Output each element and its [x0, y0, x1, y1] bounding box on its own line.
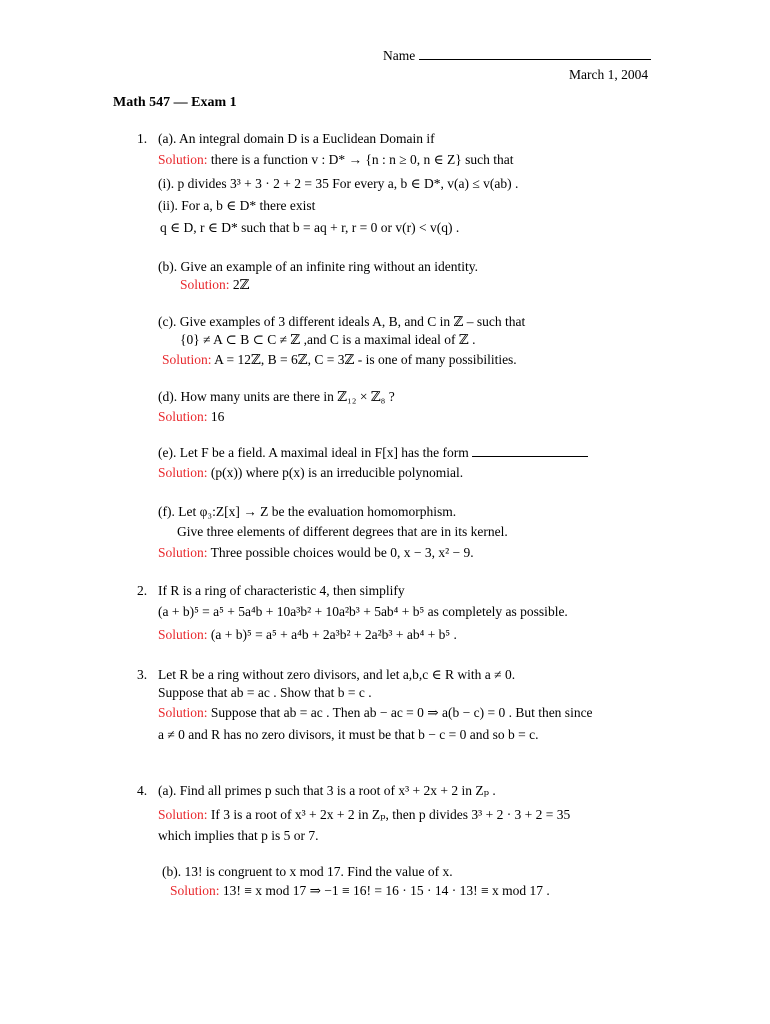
solution-label: Solution: — [158, 627, 208, 642]
q1b-solution — [180, 276, 250, 293]
q1d-solution — [158, 408, 224, 425]
q3-solution-cont: a ≠ 0 and R has no zero divisors, it must be that b − c = 0 and so b = c. — [158, 727, 539, 742]
q1a-solution-text: there is a function v : D* → {n : n ≥ 0, n ∈ Z} such that — [210, 152, 514, 167]
q3-solution-text: Suppose that ab = ac . Then ab − ac = 0 ⇒ a(b − c) = 0 . But then since — [210, 705, 593, 720]
q1a-prompt: (a). An integral domain D is a Euclidean Domain if — [158, 131, 435, 146]
q4a-solution — [158, 806, 570, 823]
q4a-solution-text: If 3 is a root of x³ + 2x + 2 in Zₚ, then p divides 3³ + 2 · 3 + 2 = 35 — [210, 807, 571, 822]
q1e-prompt — [158, 444, 588, 461]
q1f-prompt-cont: Give three elements of different degrees that are in its kernel. — [177, 524, 508, 539]
solution-label: Solution: — [158, 152, 208, 167]
q4a-prompt: (a). Find all primes p such that 3 is a root of x³ + 2x + 2 in Zₚ . — [158, 783, 496, 798]
q1e-prompt-text: (e). Let F be a field. A maximal ideal in F[x] has the form — [158, 445, 469, 460]
q1a-condition-ii: (ii). For a, b ∈ D* there exist — [158, 198, 316, 213]
q4b-solution — [170, 882, 550, 899]
q1e-solution — [158, 464, 463, 481]
q1f-solution-text: Three possible choices would be 0, x − 3, x² − 9. — [210, 545, 474, 560]
q2-number: 2. — [137, 583, 148, 598]
q2-expression: (a + b)⁵ = a⁵ + 5a⁴b + 10a³b² + 10a²b³ + 5ab⁴ + b⁵ as completely as possible. — [158, 604, 568, 619]
q4b-prompt: (b). 13! is congruent to x mod 17. Find the value of x. — [162, 864, 453, 879]
solution-label: Solution: — [158, 409, 208, 424]
q1a-condition-ii-cont: q ∈ D, r ∈ D* such that b = aq + r, r = 0 or v(r) < v(q) . — [160, 220, 460, 235]
q1-number: 1. — [137, 131, 148, 146]
name-field — [383, 47, 651, 64]
q2-solution-text: (a + b)⁵ = a⁵ + a⁴b + 2a³b² + 2a²b³ + ab⁴ + b⁵ . — [210, 627, 457, 642]
q1c-prompt: (c). Give examples of 3 different ideals A, B, and C in ℤ – such that — [158, 314, 526, 329]
exam-title: Math 547 — Exam 1 — [113, 95, 237, 110]
q1d-solution-text: 16 — [210, 409, 225, 424]
q4a-solution-cont: which implies that p is 5 or 7. — [158, 828, 319, 843]
q1f-prompt: (f). Let φ₃:Z[x] → Z be the evaluation homomorphism. — [158, 504, 457, 519]
q4-number: 4. — [137, 783, 148, 798]
q3-number: 3. — [137, 667, 148, 682]
solution-label: Solution: — [158, 807, 208, 822]
q1a-solution — [158, 151, 513, 168]
q1e-answer-blank — [472, 445, 588, 457]
q1b-solution-text: 2ℤ — [232, 277, 250, 292]
solution-label: Solution: — [158, 705, 208, 720]
q2-solution — [158, 626, 457, 643]
exam-date: March 1, 2004 — [569, 67, 649, 82]
solution-label: Solution: — [162, 352, 212, 367]
solution-label: Solution: — [158, 545, 208, 560]
q1d-prompt: (d). How many units are there in ℤ₁₂ × ℤ₈ ? — [158, 389, 395, 404]
solution-label: Solution: — [180, 277, 230, 292]
q1c-prompt-cont: {0} ≠ A ⊂ B ⊂ C ≠ ℤ ,and C is a maximal ideal of ℤ . — [180, 332, 476, 347]
q1f-solution — [158, 544, 474, 561]
q1a-condition-i: (i). p divides 3³ + 3 · 2 + 2 = 35 For every a, b ∈ D*, v(a) ≤ v(ab) . — [158, 176, 519, 191]
q2-prompt: If R is a ring of characteristic 4, then simplify — [158, 583, 405, 598]
solution-label: Solution: — [158, 465, 208, 480]
name-blank — [419, 47, 651, 60]
q4b-solution-text: 13! ≡ x mod 17 ⇒ −1 ≡ 16! = 16 · 15 · 14 · 13! ≡ x mod 17 . — [222, 883, 550, 898]
q1b-prompt: (b). Give an example of an infinite ring without an identity. — [158, 259, 479, 274]
q3-solution — [158, 704, 593, 721]
name-label: Name — [383, 48, 416, 63]
q1c-solution-text: A = 12ℤ, B = 6ℤ, C = 3ℤ - is one of many possibilities. — [214, 352, 517, 367]
solution-label: Solution: — [170, 883, 220, 898]
q1e-solution-text: (p(x)) where p(x) is an irreducible polynomial. — [210, 465, 464, 480]
q1c-solution — [162, 351, 517, 368]
q3-prompt: Let R be a ring without zero divisors, and let a,b,c ∈ R with a ≠ 0. — [158, 667, 516, 682]
q3-prompt-cont: Suppose that ab = ac . Show that b = c . — [158, 685, 372, 700]
